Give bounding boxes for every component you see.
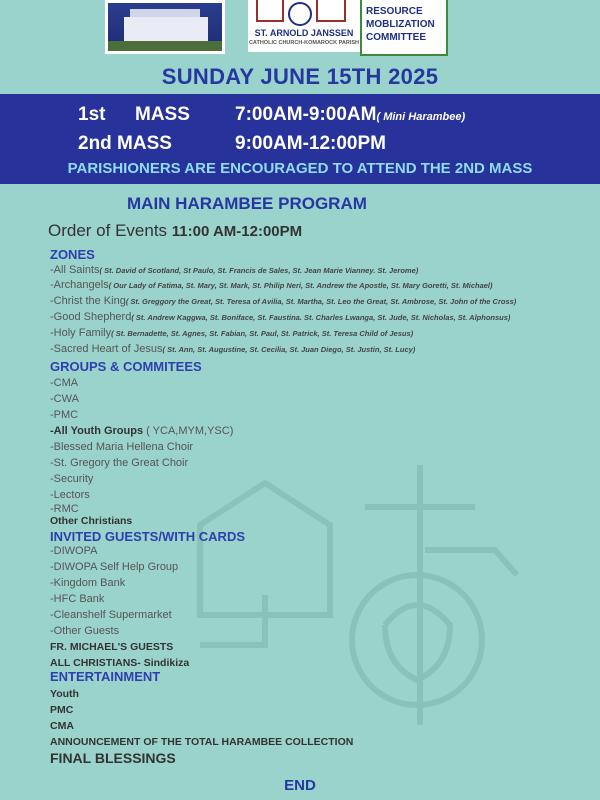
zone-name: -All Saints [50,264,100,276]
mass-2-time: 9:00AM-12:00PM [235,133,386,154]
event-date: SUNDAY JUNE 15TH 2025 [161,64,439,89]
group-item: -CWA [50,393,79,405]
order-label: Order of Events [48,221,168,240]
mass-2-label: 2nd MASS [78,133,172,154]
guest-item: -Kingdom Bank [50,577,126,589]
guest-item: -Other Guests [50,625,120,637]
other-christians: Other Christians [50,515,133,527]
group-item: -PMC [50,409,79,421]
entertainment-item: CMA [50,720,74,732]
zone-item [50,343,415,355]
guest-item: -DIWOPA Self Help Group [50,561,179,573]
committee-badge [360,0,448,56]
entertainment-heading: ENTERTAINMENT [50,669,161,684]
zone-detail: ( St. Andrew Kaggwa, St. Boniface, St. Faustina. St. Charles Lwanga, St. Jude, St. Nicholas, St. Alphonsus) [131,313,511,322]
committee-line: MOBLIZATION [366,19,435,30]
church-building [124,17,208,43]
guest-item: -HFC Bank [50,593,105,605]
youth-label: -All Youth Groups [50,425,144,437]
zone-name: -Christ the King [50,295,126,307]
group-item: -Blessed Maria Hellena Choir [50,441,194,453]
youth-detail: ( YCA,MYM,YSC) [146,425,234,437]
zone-item [50,295,516,307]
zone-detail: ( St. Greggory the Great, St. Teresa of Avilia, St. Martha, St. Leo the Great, St. Ambrose, St. John of the Cross) [125,297,517,306]
group-item: -Security [50,473,94,485]
committee-line: COMMITTEE [366,32,426,43]
parish-logo [248,0,360,52]
zone-name: -Holy Family [50,327,112,339]
logo-parish: CATHOLIC CHURCH-KOMAROCK PARISH [248,40,360,46]
encourage-text: PARISHIONERS ARE ENCOURAGED TO ATTEND THE 2ND MASS [67,160,533,177]
zone-detail: ( St. Bernadette, St. Agnes, St. Fabian, St. Paul, St. Patrick, St. Teresa Child of Jesus) [111,329,414,338]
mass-1-time [235,104,465,126]
church-photo [105,0,225,54]
entertainment-item: Youth [50,688,79,700]
zone-item [50,264,418,276]
mass-1-hours: 7:00AM-9:00AM [235,104,377,125]
zone-item [50,327,413,339]
mass-1-label: 1st [78,104,106,125]
mass-1-word: MASS [135,104,190,125]
order-time: 11:00 AM-12:00PM [171,223,303,240]
zone-name: -Good Shepherd [50,311,132,323]
guests-heading: INVITED GUESTS/WITH CARDS [50,529,246,544]
zone-item [50,279,493,291]
guest-item: -Cleanshelf Supermarket [50,609,172,621]
zone-detail: ( Our Lady of Fatima, St. Mary, St. Mark, St. Philip Neri, St. Andrew the Apostle, St. Mary Goretti, St. Michael) [108,281,493,290]
program-title: MAIN HARAMBEE PROGRAM [127,194,367,213]
church-lawn [108,41,222,51]
group-item: -St. Gregory the Great Choir [50,457,189,469]
group-item: -RMC [50,503,79,515]
zones-heading: ZONES [50,247,95,262]
logo-portrait-icon [288,2,312,26]
all-christians: ALL CHRISTIANS- Sindikiza [50,657,190,669]
end-label: END [284,777,316,794]
committee-line: RESOURCE [366,6,423,17]
header [0,0,600,62]
zone-detail: ( St. David of Scotland, St Paulo, St. Francis de Sales, St. Jean Marie Vianney. St. Jerome) [99,266,419,275]
guest-item: -DIWOPA [50,545,98,557]
logo-frame-right [316,0,346,22]
mass-1-note: ( Mini Harambee) [376,111,466,123]
zone-item [50,311,510,323]
group-item: -CMA [50,377,79,389]
zone-detail: ( St. Ann, St. Augustine, St. Cecilia, St. Juan Diego, St. Justin, St. Lucy) [162,345,416,354]
order-of-events [48,221,302,241]
fr-michael-guests: FR. MICHAEL'S GUESTS [50,641,174,653]
logo-frame-left [256,0,284,22]
groups-heading: GROUPS & COMMITEES [50,359,202,374]
entertainment-item: PMC [50,704,74,716]
church-watermark-icon [195,465,525,725]
announcement: ANNOUNCEMENT OF THE TOTAL HARAMBEE COLLECTION [50,736,354,748]
logo-name: ST. ARNOLD JANSSEN [254,28,354,38]
group-item-youth [50,425,233,437]
zone-name: -Sacred Heart of Jesus [50,343,163,355]
final-blessings: FINAL BLESSINGS [50,750,176,766]
group-item: -Lectors [50,489,90,501]
zone-name: -Archangels [50,279,109,291]
